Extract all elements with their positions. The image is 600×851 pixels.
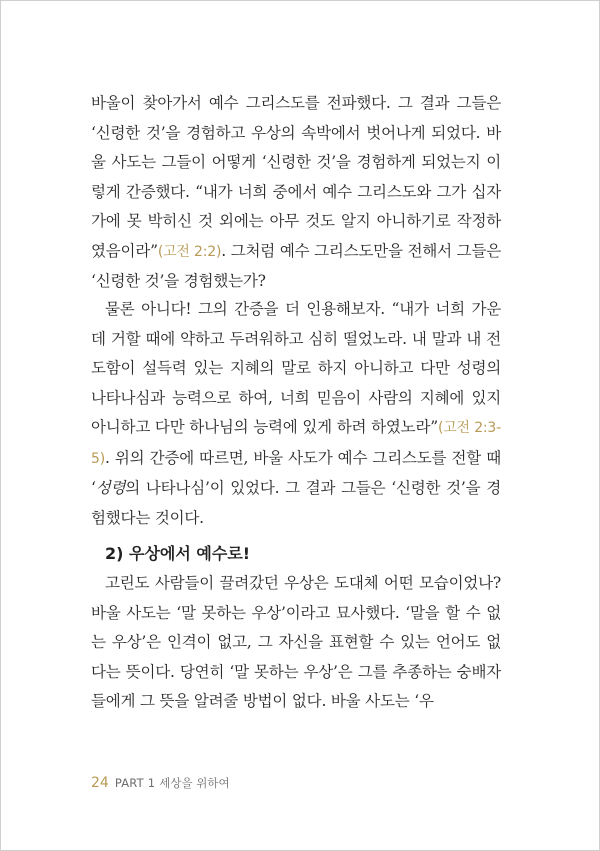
paragraph-text: 바울이 찾아가서 예수 그리스도를 전파했다. 그 결과 그들은 ‘신령한 것’을 경험하고 우상의 속박에서 벗어나게 되었다. 바울 사도는 그들이 어떻게 ‘신령한 것’을 경험하게 되었는지 이렇게 간증했다. “내가 너희 중에서 예수 그리스도와 그가 십자가에 못 박히신 것 외에는 아무 것도 알지 아니하기로 작정하였음이라” [91,94,501,260]
page-number: 24 [91,775,109,791]
part-label: PART 1 [114,776,156,790]
paragraph-text: 물론 아니다! 그의 간증을 더 인용해보자. “내가 너희 가운데 거할 때에 약하고 두려워하고 심히 떨었노라. 내 말과 내 전도함이 설득력 있는 지혜의 말로 하지 아니하고 다만 성령의 나타나심과 능력으로 하여, 너희 믿음이 사람의 지혜에 있지 아니하고 다만 하나님의 능력에 있게 하려 하였노라” [91,300,501,436]
body-paragraph [91,295,501,533]
page-footer [91,772,230,791]
scripture-reference: (고전 2:2) [157,243,222,260]
paragraph-text: . 그처럼 예수 그리스도만을 전해서 그들은 ‘신령한 것’을 경험했는가? [91,241,501,290]
paragraph-text: 고린도 사람들이 끌려갔던 우상은 도대체 어떤 모습이었나? 바울 사도는 ‘말 못하는 우상’이라고 묘사했다. ‘말을 할 수 없는 우상’은 인격이 없고, 그 자신을 표현할 수 있는 언어도 없다는 뜻이다. 당연히 ‘말 못하는 우상’은 그를 추종하는 숭배자들에게 그 뜻을 알려줄 방법이 없다. 바울 사도는 ‘우 [91,574,501,710]
paragraph-text: . 위의 간증에 따르면, 바울 사도가 예수 그리스도를 전할 때 ‘ [91,448,501,497]
emphasis-text: 성령 [95,479,126,497]
scripture-reference: (고전 2:3-5) [91,420,501,467]
section-heading: 2) 우상에서 예수로! [105,544,251,563]
paragraph-text: 의 나타나심’이 있었다. 그 결과 그들은 ‘신령한 것’을 경험했다는 것이다. [91,479,501,527]
body-paragraph [91,89,501,297]
chapter-title: 세상을 위하여 [159,776,230,790]
body-paragraph [91,569,501,717]
